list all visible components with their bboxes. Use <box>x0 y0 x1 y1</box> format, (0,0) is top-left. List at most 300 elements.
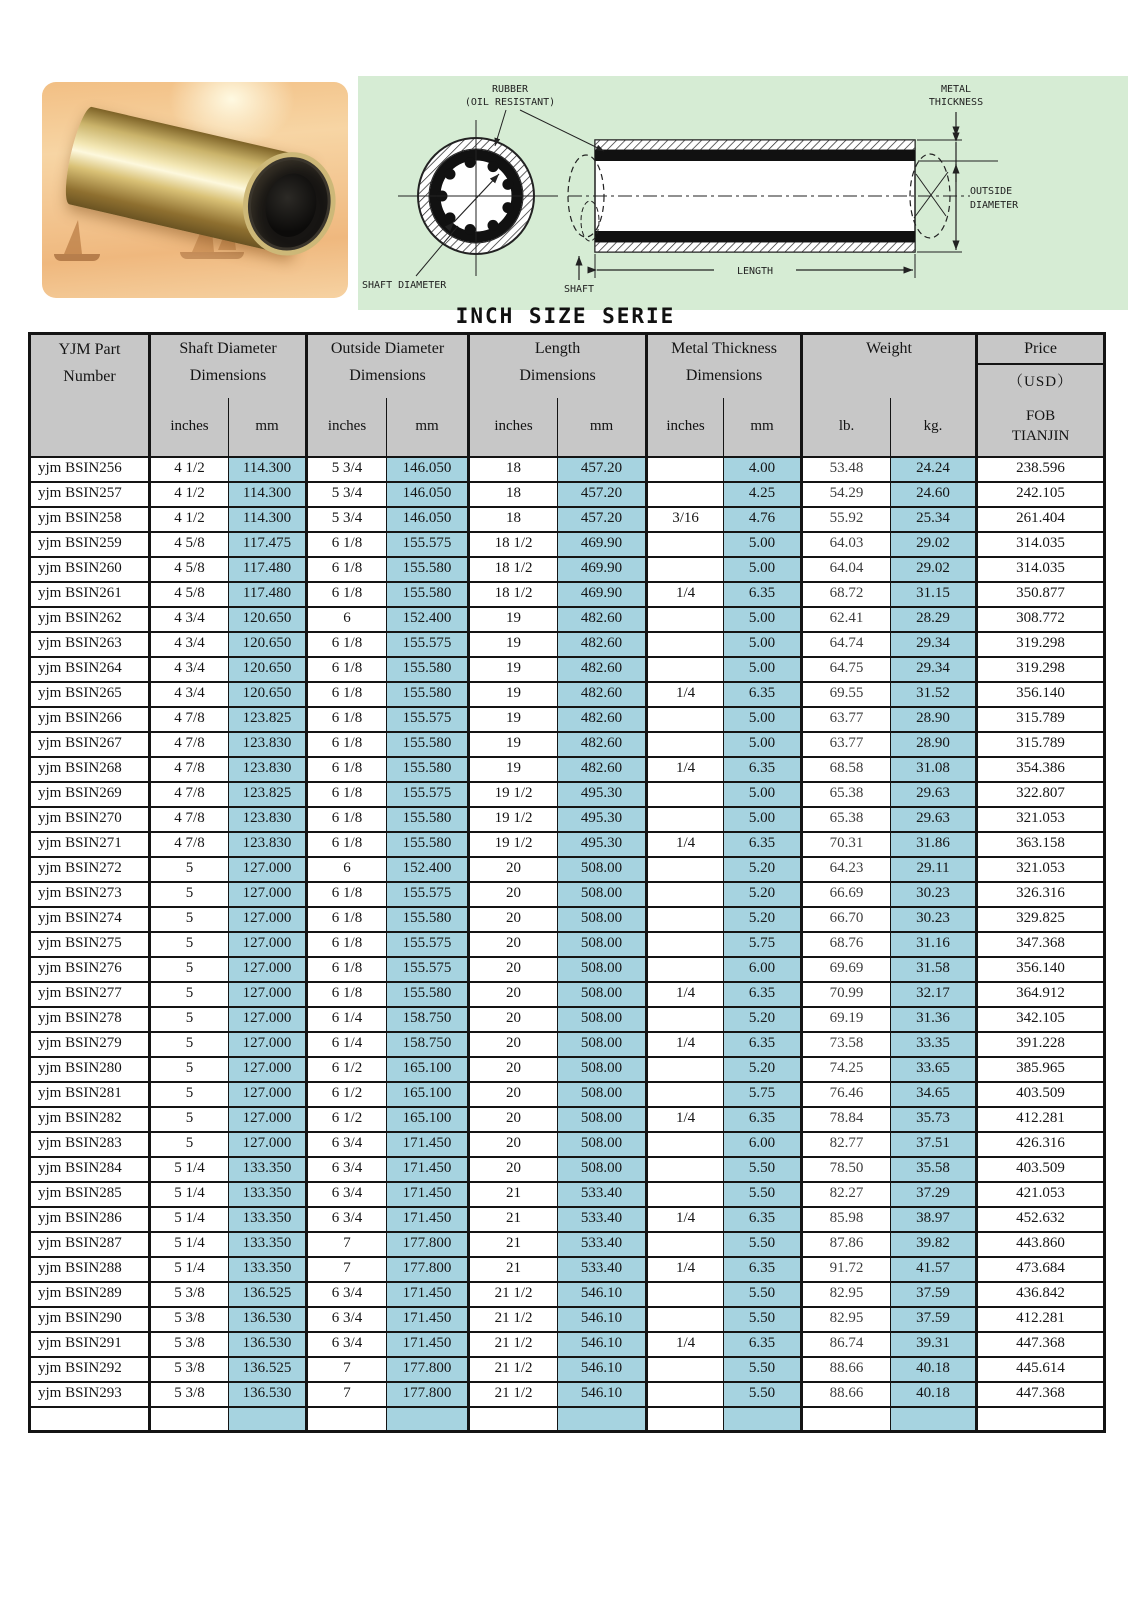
data-cell <box>647 532 724 557</box>
data-cell: 171.450 <box>387 1332 469 1357</box>
part-number-cell: yjm BSIN288 <box>30 1257 150 1282</box>
table-row <box>30 1082 1105 1107</box>
header-weight-kg: kg. <box>891 398 977 457</box>
data-cell: 319.298 <box>977 632 1105 657</box>
metal-thickness-dimension <box>918 84 998 182</box>
data-cell: 5 <box>150 932 229 957</box>
data-cell <box>647 1382 724 1407</box>
data-cell: 5.75 <box>724 932 802 957</box>
data-cell: 5 <box>150 1107 229 1132</box>
data-cell <box>647 1007 724 1032</box>
data-cell: 6 1/8 <box>307 882 387 907</box>
data-cell: 6 1/2 <box>307 1057 387 1082</box>
data-cell: 6 1/8 <box>307 782 387 807</box>
data-cell: 21 1/2 <box>469 1332 558 1357</box>
data-cell: 5 3/4 <box>307 457 387 482</box>
data-cell: 546.10 <box>558 1357 647 1382</box>
data-cell: 508.00 <box>558 982 647 1007</box>
header-shaft-mm: mm <box>229 398 307 457</box>
part-number-cell: yjm BSIN293 <box>30 1382 150 1407</box>
data-cell: 469.90 <box>558 582 647 607</box>
data-cell: 4 7/8 <box>150 707 229 732</box>
data-cell: 238.596 <box>977 457 1105 482</box>
data-cell: 155.580 <box>387 907 469 932</box>
data-cell: 6.35 <box>724 757 802 782</box>
data-cell <box>647 1182 724 1207</box>
data-cell: 87.86 <box>802 1232 891 1257</box>
data-cell: 473.684 <box>977 1257 1105 1282</box>
part-number-cell: yjm BSIN280 <box>30 1057 150 1082</box>
data-cell: 29.34 <box>891 632 977 657</box>
data-cell: 31.15 <box>891 582 977 607</box>
data-cell <box>307 1407 387 1432</box>
data-cell: 171.450 <box>387 1282 469 1307</box>
data-cell: 31.16 <box>891 932 977 957</box>
data-cell: 6 1/8 <box>307 982 387 1007</box>
data-cell: 85.98 <box>802 1207 891 1232</box>
data-cell: 155.580 <box>387 557 469 582</box>
data-cell: 171.450 <box>387 1182 469 1207</box>
data-cell: 1/4 <box>647 832 724 857</box>
data-cell: 6 1/8 <box>307 907 387 932</box>
data-cell: 6 1/8 <box>307 557 387 582</box>
data-cell: 133.350 <box>229 1232 307 1257</box>
data-cell: 82.95 <box>802 1307 891 1332</box>
data-cell: 39.31 <box>891 1332 977 1357</box>
data-cell: 546.10 <box>558 1332 647 1357</box>
data-cell: 64.75 <box>802 657 891 682</box>
data-cell: 29.63 <box>891 807 977 832</box>
data-cell: 6 3/4 <box>307 1132 387 1157</box>
table-row <box>30 807 1105 832</box>
inch-size-table <box>28 332 1106 1433</box>
data-cell <box>802 1407 891 1432</box>
data-cell: 21 <box>469 1232 558 1257</box>
header-length-inches: inches <box>469 398 558 457</box>
data-cell: 5 <box>150 1082 229 1107</box>
data-cell: 6 1/8 <box>307 732 387 757</box>
data-cell: 25.34 <box>891 507 977 532</box>
data-cell: 35.73 <box>891 1107 977 1132</box>
part-number-cell: yjm BSIN283 <box>30 1132 150 1157</box>
data-cell: 447.368 <box>977 1332 1105 1357</box>
data-cell: 123.830 <box>229 732 307 757</box>
data-cell: 5.20 <box>724 1057 802 1082</box>
data-cell: 171.450 <box>387 1207 469 1232</box>
data-cell: 5.00 <box>724 632 802 657</box>
data-cell: 117.480 <box>229 582 307 607</box>
header-length-mm: mm <box>558 398 647 457</box>
data-cell: 6 1/8 <box>307 807 387 832</box>
data-cell: 5.20 <box>724 1007 802 1032</box>
data-cell: 127.000 <box>229 1132 307 1157</box>
data-cell: 21 1/2 <box>469 1307 558 1332</box>
data-cell: 155.575 <box>387 707 469 732</box>
part-number-cell: yjm BSIN257 <box>30 482 150 507</box>
part-number-cell: yjm BSIN289 <box>30 1282 150 1307</box>
data-cell: 155.580 <box>387 657 469 682</box>
data-cell: 364.912 <box>977 982 1105 1007</box>
data-cell: 127.000 <box>229 957 307 982</box>
data-cell: 29.02 <box>891 557 977 582</box>
data-cell: 5.00 <box>724 782 802 807</box>
header-shaft-diameter: Shaft Diameter Dimensions <box>150 334 307 398</box>
data-cell <box>647 907 724 932</box>
data-cell: 533.40 <box>558 1182 647 1207</box>
data-cell: 314.035 <box>977 532 1105 557</box>
data-cell: 5.00 <box>724 807 802 832</box>
data-cell: 39.82 <box>891 1232 977 1257</box>
page-title: INCH SIZE SERIE <box>455 304 676 328</box>
data-cell: 5 1/4 <box>150 1232 229 1257</box>
table-row <box>30 1407 1105 1432</box>
data-cell: 5 3/4 <box>307 482 387 507</box>
data-cell <box>647 657 724 682</box>
data-cell: 7 <box>307 1232 387 1257</box>
data-cell: 19 1/2 <box>469 832 558 857</box>
data-cell: 64.04 <box>802 557 891 582</box>
data-cell: 6 1/8 <box>307 957 387 982</box>
data-cell: 6 3/4 <box>307 1332 387 1357</box>
data-cell: 78.84 <box>802 1107 891 1132</box>
data-cell: 5.20 <box>724 882 802 907</box>
data-cell: 91.72 <box>802 1257 891 1282</box>
data-cell: 127.000 <box>229 1107 307 1132</box>
data-cell: 19 <box>469 707 558 732</box>
data-cell: 508.00 <box>558 1032 647 1057</box>
data-cell: 133.350 <box>229 1182 307 1207</box>
header-metal-mm: mm <box>724 398 802 457</box>
data-cell <box>387 1407 469 1432</box>
data-cell: 457.20 <box>558 507 647 532</box>
data-cell: 1/4 <box>647 1257 724 1282</box>
data-cell: 6 1/8 <box>307 832 387 857</box>
data-cell: 6 1/4 <box>307 1032 387 1057</box>
data-cell: 5.50 <box>724 1357 802 1382</box>
table-row <box>30 1107 1105 1132</box>
data-cell: 443.860 <box>977 1232 1105 1257</box>
data-cell: 7 <box>307 1382 387 1407</box>
data-cell: 88.66 <box>802 1382 891 1407</box>
data-cell: 5 <box>150 857 229 882</box>
data-cell: 114.300 <box>229 482 307 507</box>
data-cell: 412.281 <box>977 1107 1105 1132</box>
data-cell: 5 3/8 <box>150 1357 229 1382</box>
data-cell: 315.789 <box>977 732 1105 757</box>
data-cell: 508.00 <box>558 1107 647 1132</box>
table-row <box>30 482 1105 507</box>
data-cell: 421.053 <box>977 1182 1105 1207</box>
table-row <box>30 732 1105 757</box>
data-cell: 533.40 <box>558 1232 647 1257</box>
data-cell: 5.20 <box>724 857 802 882</box>
data-cell: 5.00 <box>724 607 802 632</box>
data-cell: 20 <box>469 1032 558 1057</box>
data-cell: 20 <box>469 907 558 932</box>
data-cell: 5.50 <box>724 1232 802 1257</box>
part-number-cell: yjm BSIN286 <box>30 1207 150 1232</box>
part-number-cell: yjm BSIN291 <box>30 1332 150 1357</box>
table-row <box>30 457 1105 482</box>
data-cell: 1/4 <box>647 682 724 707</box>
data-cell: 445.614 <box>977 1357 1105 1382</box>
data-cell: 6 1/8 <box>307 632 387 657</box>
data-cell: 127.000 <box>229 907 307 932</box>
data-cell: 114.300 <box>229 507 307 532</box>
data-cell <box>647 1132 724 1157</box>
part-number-cell: yjm BSIN261 <box>30 582 150 607</box>
header-shaft-inches: inches <box>150 398 229 457</box>
data-cell: 127.000 <box>229 982 307 1007</box>
data-cell: 155.580 <box>387 732 469 757</box>
data-cell: 4 3/4 <box>150 682 229 707</box>
data-cell <box>647 857 724 882</box>
data-cell: 6.35 <box>724 982 802 1007</box>
data-cell: 5 1/4 <box>150 1157 229 1182</box>
data-cell: 120.650 <box>229 632 307 657</box>
table-row <box>30 1007 1105 1032</box>
data-cell: 65.38 <box>802 807 891 832</box>
data-cell: 33.65 <box>891 1057 977 1082</box>
data-cell: 20 <box>469 1057 558 1082</box>
data-cell: 482.60 <box>558 607 647 632</box>
table-row <box>30 1332 1105 1357</box>
part-number-cell: yjm BSIN274 <box>30 907 150 932</box>
data-cell: 4 7/8 <box>150 732 229 757</box>
data-cell: 155.575 <box>387 632 469 657</box>
table-row <box>30 757 1105 782</box>
data-cell: 18 1/2 <box>469 557 558 582</box>
header-fob-tianjin: FOB TIANJIN <box>977 398 1105 457</box>
data-cell: 403.509 <box>977 1157 1105 1182</box>
data-cell: 533.40 <box>558 1207 647 1232</box>
table-row <box>30 582 1105 607</box>
data-cell: 123.830 <box>229 832 307 857</box>
table-row <box>30 907 1105 932</box>
data-cell: 123.825 <box>229 782 307 807</box>
data-cell: 6.35 <box>724 1107 802 1132</box>
data-cell: 82.77 <box>802 1132 891 1157</box>
part-number-cell: yjm BSIN278 <box>30 1007 150 1032</box>
data-cell: 19 <box>469 657 558 682</box>
data-cell: 30.23 <box>891 882 977 907</box>
data-cell: 123.825 <box>229 707 307 732</box>
data-cell: 508.00 <box>558 1082 647 1107</box>
data-cell: 354.386 <box>977 757 1105 782</box>
header-part-number: YJM Part Number <box>30 334 150 457</box>
data-cell: 117.480 <box>229 557 307 582</box>
data-cell: 315.789 <box>977 707 1105 732</box>
data-cell: 5 <box>150 1057 229 1082</box>
data-cell: 5.00 <box>724 557 802 582</box>
data-cell: 5 <box>150 882 229 907</box>
data-cell: 7 <box>307 1257 387 1282</box>
data-cell: 403.509 <box>977 1082 1105 1107</box>
data-cell: 5.50 <box>724 1182 802 1207</box>
data-cell: 322.807 <box>977 782 1105 807</box>
data-cell: 40.18 <box>891 1357 977 1382</box>
data-cell: 6 1/2 <box>307 1082 387 1107</box>
data-cell: 469.90 <box>558 557 647 582</box>
part-number-cell: yjm BSIN268 <box>30 757 150 782</box>
data-cell: 40.18 <box>891 1382 977 1407</box>
data-cell: 18 <box>469 457 558 482</box>
data-cell: 6 3/4 <box>307 1282 387 1307</box>
data-cell: 4 3/4 <box>150 657 229 682</box>
table-row <box>30 507 1105 532</box>
data-cell <box>647 1282 724 1307</box>
part-number-cell: yjm BSIN284 <box>30 1157 150 1182</box>
data-cell: 6 <box>307 607 387 632</box>
data-cell: 5 <box>150 982 229 1007</box>
data-cell: 177.800 <box>387 1257 469 1282</box>
data-cell: 452.632 <box>977 1207 1105 1232</box>
header-weight-lb: lb. <box>802 398 891 457</box>
data-cell: 5 3/8 <box>150 1332 229 1357</box>
data-cell: 64.23 <box>802 857 891 882</box>
data-cell: 385.965 <box>977 1057 1105 1082</box>
data-cell: 4 7/8 <box>150 757 229 782</box>
part-number-cell: yjm BSIN265 <box>30 682 150 707</box>
data-cell: 6 1/8 <box>307 657 387 682</box>
data-cell: 6 3/4 <box>307 1307 387 1332</box>
data-cell: 76.46 <box>802 1082 891 1107</box>
table-row <box>30 682 1105 707</box>
data-cell: 68.58 <box>802 757 891 782</box>
data-cell: 37.59 <box>891 1307 977 1332</box>
data-cell: 6 3/4 <box>307 1207 387 1232</box>
data-cell: 4.25 <box>724 482 802 507</box>
data-cell: 70.31 <box>802 832 891 857</box>
data-cell: 20 <box>469 857 558 882</box>
part-number-cell: yjm BSIN279 <box>30 1032 150 1057</box>
data-cell: 508.00 <box>558 1157 647 1182</box>
data-cell: 6.00 <box>724 1132 802 1157</box>
data-cell: 155.575 <box>387 932 469 957</box>
data-cell: 21 <box>469 1182 558 1207</box>
data-cell: 133.350 <box>229 1157 307 1182</box>
table-row <box>30 1232 1105 1257</box>
data-cell: 495.30 <box>558 807 647 832</box>
data-cell: 20 <box>469 957 558 982</box>
data-cell <box>469 1407 558 1432</box>
data-cell: 6.35 <box>724 682 802 707</box>
data-cell: 123.830 <box>229 807 307 832</box>
part-number-cell: yjm BSIN277 <box>30 982 150 1007</box>
data-cell: 63.77 <box>802 732 891 757</box>
part-number-cell: yjm BSIN287 <box>30 1232 150 1257</box>
data-cell: 4 7/8 <box>150 807 229 832</box>
data-cell: 6.35 <box>724 582 802 607</box>
data-cell: 136.530 <box>229 1307 307 1332</box>
data-cell: 155.575 <box>387 882 469 907</box>
data-cell: 69.55 <box>802 682 891 707</box>
data-cell: 4 5/8 <box>150 582 229 607</box>
data-cell <box>647 1057 724 1082</box>
table-row <box>30 1057 1105 1082</box>
data-cell <box>647 932 724 957</box>
data-cell: 38.97 <box>891 1207 977 1232</box>
data-cell: 133.350 <box>229 1207 307 1232</box>
data-cell: 6 3/4 <box>307 1157 387 1182</box>
rubber-label-1: RUBBER <box>491 84 529 95</box>
data-cell: 20 <box>469 1007 558 1032</box>
data-cell: 37.29 <box>891 1182 977 1207</box>
data-cell: 29.02 <box>891 532 977 557</box>
data-cell: 155.580 <box>387 982 469 1007</box>
data-cell: 136.525 <box>229 1282 307 1307</box>
table-row <box>30 982 1105 1007</box>
data-cell: 19 <box>469 732 558 757</box>
data-cell: 86.74 <box>802 1332 891 1357</box>
data-cell: 68.72 <box>802 582 891 607</box>
data-cell: 127.000 <box>229 882 307 907</box>
data-cell: 31.08 <box>891 757 977 782</box>
data-cell: 28.90 <box>891 707 977 732</box>
data-cell: 5.50 <box>724 1157 802 1182</box>
data-cell: 120.650 <box>229 657 307 682</box>
data-cell: 5 <box>150 907 229 932</box>
data-cell: 482.60 <box>558 657 647 682</box>
data-cell <box>724 1407 802 1432</box>
data-cell: 20 <box>469 982 558 1007</box>
data-cell: 6 1/8 <box>307 707 387 732</box>
bearing-cylinder <box>60 105 312 256</box>
data-cell: 436.842 <box>977 1282 1105 1307</box>
data-cell: 31.36 <box>891 1007 977 1032</box>
data-cell: 6 1/4 <box>307 1007 387 1032</box>
data-cell: 37.51 <box>891 1132 977 1157</box>
data-cell: 5 3/8 <box>150 1282 229 1307</box>
data-cell <box>229 1407 307 1432</box>
data-cell: 1/4 <box>647 1032 724 1057</box>
data-cell: 21 1/2 <box>469 1357 558 1382</box>
metal-thickness-label-2: THICKNESS <box>928 97 984 108</box>
data-cell: 6 1/2 <box>307 1107 387 1132</box>
part-number-cell: yjm BSIN269 <box>30 782 150 807</box>
data-cell: 508.00 <box>558 1057 647 1082</box>
data-cell <box>647 1407 724 1432</box>
data-cell: 32.17 <box>891 982 977 1007</box>
data-cell: 88.66 <box>802 1357 891 1382</box>
length-label: LENGTH <box>736 266 774 277</box>
data-cell: 1/4 <box>647 757 724 782</box>
data-cell: 146.050 <box>387 482 469 507</box>
data-cell: 5 1/4 <box>150 1182 229 1207</box>
data-cell: 65.38 <box>802 782 891 807</box>
data-cell: 482.60 <box>558 682 647 707</box>
product-photo <box>42 82 348 298</box>
data-cell <box>647 957 724 982</box>
data-cell: 1/4 <box>647 1107 724 1132</box>
data-cell: 5 <box>150 957 229 982</box>
data-cell: 6 1/8 <box>307 757 387 782</box>
technical-diagram <box>358 76 1128 310</box>
part-number-cell: yjm BSIN290 <box>30 1307 150 1332</box>
data-cell: 546.10 <box>558 1282 647 1307</box>
data-cell: 21 <box>469 1207 558 1232</box>
data-cell: 29.63 <box>891 782 977 807</box>
header-weight: Weight <box>802 334 977 398</box>
data-cell: 152.400 <box>387 857 469 882</box>
data-cell: 508.00 <box>558 932 647 957</box>
data-cell: 64.03 <box>802 532 891 557</box>
data-cell: 155.580 <box>387 682 469 707</box>
part-number-cell: yjm BSIN256 <box>30 457 150 482</box>
part-number-cell: yjm BSIN282 <box>30 1107 150 1132</box>
data-cell: 69.19 <box>802 1007 891 1032</box>
table-row <box>30 1207 1105 1232</box>
